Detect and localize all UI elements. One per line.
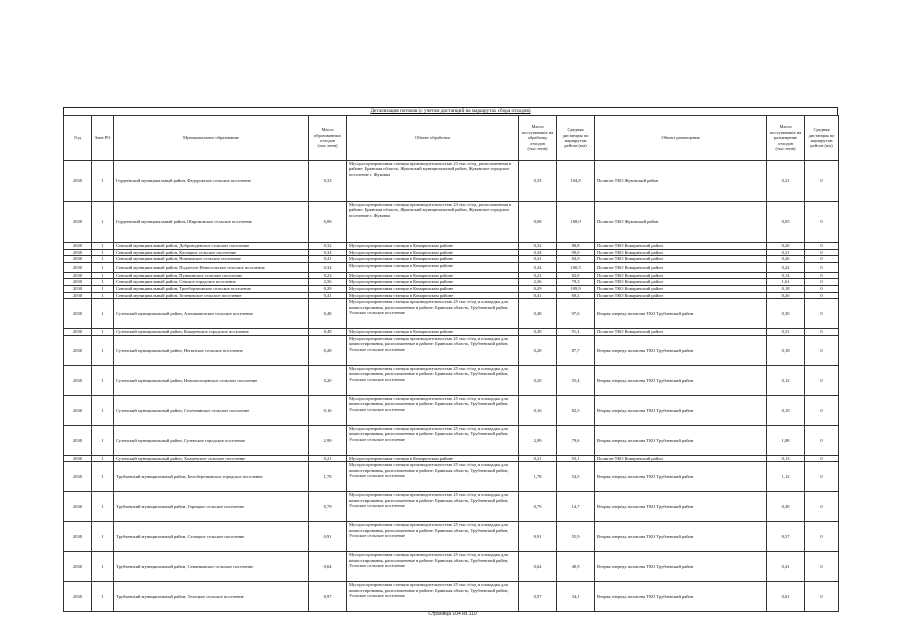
- cell-mass-placement: 0,10: [767, 395, 805, 425]
- table-caption: [63, 107, 838, 115]
- table-row: [64, 552, 839, 582]
- cell-mass-processing: 1,78: [519, 462, 557, 492]
- cell-processing-object: Мусоросортировочная станция производительностью 23 тыс.т/год, расположенная в районе: Брянская область, Жуковский муниципальный район, Жуковское городское поселение г. Жуковка: [347, 202, 519, 243]
- cell-placement-object: Полигон ТКО Жуковский район: [595, 161, 767, 202]
- cell-municipality: Суземский муниципальный район, Кокоревское городское поселение: [114, 329, 309, 336]
- cell-processing-object: Мусоросортировочная станция производительностью 25 тыс.т/год и площадка для компостирования, расположенные в районе: Брянская область, Трубчевский район, Усохское сельское поселение: [347, 462, 519, 492]
- cell-dist-placement: 0: [805, 335, 839, 365]
- cell-zone: 1: [92, 202, 114, 243]
- cell-dist-placement: 0: [805, 395, 839, 425]
- cell-dist-processing: 54,5: [557, 462, 595, 492]
- cell-year: 2030: [64, 522, 92, 552]
- cell-municipality: Трубчевский муниципальный район, Семячковское сельское поселение: [114, 552, 309, 582]
- cell-mass-generated: 0,49: [309, 329, 347, 336]
- cell-dist-placement: 0: [805, 272, 839, 279]
- cell-municipality: Трубчевский муниципальный район, Белоберезковское городское поселение: [114, 462, 309, 492]
- table-row: [64, 492, 839, 522]
- cell-dist-processing: 88,8: [557, 243, 595, 250]
- cell-mass-generated: 2,99: [309, 425, 347, 455]
- cell-year: 2030: [64, 395, 92, 425]
- table-row: [64, 582, 839, 612]
- cell-placement-object: Полигон ТКО Комаричский район: [595, 279, 767, 286]
- cell-mass-processing: 0,49: [519, 329, 557, 336]
- cell-mass-generated: 0,29: [309, 285, 347, 292]
- cell-year: 2030: [64, 329, 92, 336]
- table-row: [64, 292, 839, 299]
- cell-mass-generated: 0,16: [309, 395, 347, 425]
- cell-mass-generated: 0,33: [309, 161, 347, 202]
- cell-mass-processing: 0,32: [519, 243, 557, 250]
- cell-mass-processing: 0,16: [519, 395, 557, 425]
- table-row: [64, 202, 839, 243]
- cell-municipality: Севский муниципальный район, Косицкое сельское поселение: [114, 249, 309, 256]
- header-dist-placement: Средняя дистанция по маршрутам рейсов (км): [805, 116, 839, 161]
- header-row: [64, 116, 839, 161]
- cell-placement-object: Полигон ТКО Комаричский район: [595, 249, 767, 256]
- cell-year: 2030: [64, 279, 92, 286]
- cell-placement-object: Полигон ТКО Жуковский район: [595, 202, 767, 243]
- cell-mass-processing: 0,97: [519, 582, 557, 612]
- cell-processing-object: Мусоросортировочная станция в Комаричском районе: [347, 256, 519, 263]
- cell-processing-object: Мусоросортировочная станция производительностью 25 тыс.т/год и площадка для компостирования, расположенные в районе: Брянская область, Трубчевский район, Усохское сельское поселение: [347, 522, 519, 552]
- cell-mass-placement: 0,12: [767, 365, 805, 395]
- cell-municipality: Суземский муниципальный район, Селечнянское сельское поселение: [114, 395, 309, 425]
- page-footer: Страница 104 из 110: [428, 611, 477, 617]
- cell-dist-processing: 104,8: [557, 161, 595, 202]
- cell-dist-processing: 99,0: [557, 249, 595, 256]
- cell-mass-generated: 0,97: [309, 582, 347, 612]
- cell-placement-object: Вторая очередь полигона ТКО Трубчевский район: [595, 582, 767, 612]
- cell-processing-object: Мусоросортировочная станция производительностью 25 тыс.т/год и площадка для компостирования, расположенные в районе: Брянская область, Трубчевский район, Усохское сельское поселение: [347, 365, 519, 395]
- cell-placement-object: Полигон ТКО Комаричский район: [595, 455, 767, 462]
- cell-placement-object: Полигон ТКО Комаричский район: [595, 292, 767, 299]
- cell-mass-placement: 0,21: [767, 249, 805, 256]
- cell-year: 2030: [64, 262, 92, 272]
- document-sheet: [63, 107, 838, 612]
- cell-placement-object: Вторая очередь полигона ТКО Трубчевский район: [595, 335, 767, 365]
- cell-mass-placement: 0,14: [767, 272, 805, 279]
- cell-municipality: Трубчевский муниципальный район, Телецкое сельское поселение: [114, 582, 309, 612]
- cell-mass-generated: 0,32: [309, 243, 347, 250]
- cell-dist-placement: 0: [805, 161, 839, 202]
- table-row: [64, 455, 839, 462]
- cell-mass-placement: 1,88: [767, 425, 805, 455]
- cell-zone: 1: [92, 272, 114, 279]
- cell-zone: 1: [92, 552, 114, 582]
- cell-municipality: Трубчевский муниципальный район, Селецкое сельское поселение: [114, 522, 309, 552]
- cell-placement-object: Вторая очередь полигона ТКО Трубчевский район: [595, 552, 767, 582]
- cell-dist-placement: 0: [805, 582, 839, 612]
- cell-processing-object: Мусоросортировочная станция производительностью 23 тыс.т/год, расположенная в районе: Брянская область, Жуковский муниципальный район, Жуковское городское поселение г. Жуковка: [347, 161, 519, 202]
- cell-dist-placement: 0: [805, 285, 839, 292]
- cell-mass-placement: 0,22: [767, 262, 805, 272]
- cell-processing-object: Мусоросортировочная станция в Комаричском районе: [347, 279, 519, 286]
- header-processing-object: Объект обработки: [347, 116, 519, 161]
- cell-municipality: Севский муниципальный район, Доброводенское сельское поселение: [114, 243, 309, 250]
- cell-zone: 1: [92, 292, 114, 299]
- cell-dist-placement: 0: [805, 455, 839, 462]
- cell-dist-processing: 69,2: [557, 292, 595, 299]
- cell-zone: 1: [92, 522, 114, 552]
- cell-placement-object: Полигон ТКО Комаричский район: [595, 285, 767, 292]
- cell-year: 2030: [64, 256, 92, 263]
- header-placement-object: Объект размещения: [595, 116, 767, 161]
- cell-mass-processing: 0,34: [519, 249, 557, 256]
- cell-municipality: Суземский муниципальный район, Алешковичское сельское поселение: [114, 299, 309, 329]
- cell-processing-object: Мусоросортировочная станция в Комаричском районе: [347, 285, 519, 292]
- cell-placement-object: Вторая очередь полигона ТКО Трубчевский район: [595, 299, 767, 329]
- cell-zone: 1: [92, 365, 114, 395]
- cell-placement-object: Вторая очередь полигона ТКО Трубчевский район: [595, 395, 767, 425]
- cell-mass-generated: 0,23: [309, 272, 347, 279]
- cell-processing-object: Мусоросортировочная станция производительностью 25 тыс.т/год и площадка для компостирования, расположенные в районе: Брянская область, Трубчевский район, Усохское сельское поселение: [347, 552, 519, 582]
- cell-dist-placement: 0: [805, 329, 839, 336]
- cell-mass-placement: 0,49: [767, 492, 805, 522]
- table-row: [64, 161, 839, 202]
- cell-municipality: Севский муниципальный район, Подлесно-Новосельское сельское поселение: [114, 262, 309, 272]
- table-row: [64, 395, 839, 425]
- cell-municipality: Севский муниципальный район, Пушкинское сельское поселение: [114, 272, 309, 279]
- cell-year: 2030: [64, 582, 92, 612]
- cell-zone: 1: [92, 243, 114, 250]
- cell-mass-processing: 0,29: [519, 285, 557, 292]
- cell-mass-generated: 0,28: [309, 335, 347, 365]
- cell-dist-processing: 87,7: [557, 335, 595, 365]
- cell-mass-placement: 0,05: [767, 202, 805, 243]
- cell-year: 2030: [64, 249, 92, 256]
- cell-year: 2030: [64, 161, 92, 202]
- cell-processing-object: Мусоросортировочная станция производительностью 25 тыс.т/год и площадка для компостирования, расположенные в районе: Брянская область, Трубчевский район, Усохское сельское поселение: [347, 492, 519, 522]
- header-dist-processing: Средняя дистанция по маршрутам рейсов (км): [557, 116, 595, 161]
- cell-mass-placement: 0,26: [767, 256, 805, 263]
- cell-dist-processing: 100,5: [557, 262, 595, 272]
- table-row: [64, 249, 839, 256]
- cell-processing-object: Мусоросортировочная станция в Комаричском районе: [347, 243, 519, 250]
- table-body: [64, 161, 839, 612]
- cell-mass-placement: 1,12: [767, 462, 805, 492]
- cell-processing-object: Мусоросортировочная станция производительностью 25 тыс.т/год и площадка для компостирования, расположенные в районе: Брянская область, Трубчевский район, Усохское сельское поселение: [347, 425, 519, 455]
- cell-zone: 1: [92, 285, 114, 292]
- cell-mass-generated: 0,41: [309, 256, 347, 263]
- cell-municipality: Суземский муниципальный район, Негинское сельское поселение: [114, 335, 309, 365]
- cell-processing-object: Мусоросортировочная станция производительностью 25 тыс.т/год и площадка для компостирования, расположенные в районе: Брянская область, Трубчевский район, Усохское сельское поселение: [347, 582, 519, 612]
- table-row: [64, 329, 839, 336]
- cell-mass-placement: 0,20: [767, 243, 805, 250]
- cell-dist-placement: 0: [805, 462, 839, 492]
- cell-mass-placement: 1,61: [767, 279, 805, 286]
- table-row: [64, 256, 839, 263]
- cell-mass-processing: 0,28: [519, 335, 557, 365]
- cell-dist-placement: 0: [805, 292, 839, 299]
- cell-dist-placement: 0: [805, 552, 839, 582]
- header-mass-processing: Масса поступивших на обработку отходов (тыс.тонн): [519, 116, 557, 161]
- cell-mass-processing: 0,08: [519, 202, 557, 243]
- cell-zone: 1: [92, 425, 114, 455]
- waste-flow-table: [63, 115, 839, 612]
- cell-mass-generated: 0,20: [309, 365, 347, 395]
- cell-dist-placement: 0: [805, 425, 839, 455]
- cell-mass-placement: 0,18: [767, 335, 805, 365]
- cell-zone: 1: [92, 329, 114, 336]
- cell-year: 2030: [64, 335, 92, 365]
- cell-placement-object: Вторая очередь полигона ТКО Трубчевский район: [595, 462, 767, 492]
- caption-text: Детализация потоков (с учетом дистанций на маршрутах сбора отходов): [370, 108, 531, 114]
- cell-dist-processing: 55,4: [557, 365, 595, 395]
- table-row: [64, 285, 839, 292]
- cell-mass-placement: 0,61: [767, 582, 805, 612]
- cell-dist-placement: 0: [805, 279, 839, 286]
- cell-dist-placement: 0: [805, 202, 839, 243]
- header-mass-placement: Масса поступивших на размещение отходов (тыс.тонн): [767, 116, 805, 161]
- cell-dist-processing: 84,9: [557, 256, 595, 263]
- cell-placement-object: Полигон ТКО Комаричский район: [595, 329, 767, 336]
- cell-dist-placement: 0: [805, 492, 839, 522]
- cell-municipality: Трубчевский муниципальный район, Горицкое сельское поселение: [114, 492, 309, 522]
- cell-dist-processing: 82,5: [557, 395, 595, 425]
- cell-mass-processing: 0,41: [519, 292, 557, 299]
- cell-dist-placement: 0: [805, 249, 839, 256]
- cell-mass-placement: 0,31: [767, 329, 805, 336]
- cell-dist-processing: 79,3: [557, 279, 595, 286]
- cell-mass-placement: 0,26: [767, 292, 805, 299]
- cell-mass-processing: 0,41: [519, 256, 557, 263]
- table-row: [64, 522, 839, 552]
- table-row: [64, 462, 839, 492]
- cell-dist-processing: 14,7: [557, 492, 595, 522]
- cell-mass-processing: 0,64: [519, 552, 557, 582]
- cell-mass-generated: 0,41: [309, 292, 347, 299]
- table-row: [64, 243, 839, 250]
- cell-processing-object: Мусоросортировочная станция в Комаричском районе: [347, 292, 519, 299]
- cell-mass-generated: 0,64: [309, 552, 347, 582]
- cell-dist-processing: 93,1: [557, 455, 595, 462]
- cell-placement-object: Вторая очередь полигона ТКО Трубчевский район: [595, 522, 767, 552]
- cell-mass-generated: 0,34: [309, 249, 347, 256]
- cell-zone: 1: [92, 256, 114, 263]
- cell-mass-generated: 1,78: [309, 462, 347, 492]
- table-row: [64, 272, 839, 279]
- cell-mass-generated: 2,56: [309, 279, 347, 286]
- cell-zone: 1: [92, 582, 114, 612]
- cell-municipality: Суземский муниципальный район, Холмечское сельское поселение: [114, 455, 309, 462]
- cell-year: 2030: [64, 455, 92, 462]
- cell-dist-placement: 0: [805, 522, 839, 552]
- cell-mass-processing: 0,33: [519, 161, 557, 202]
- cell-placement-object: Полигон ТКО Комаричский район: [595, 243, 767, 250]
- cell-mass-processing: 0,34: [519, 262, 557, 272]
- cell-placement-object: Полигон ТКО Комаричский район: [595, 272, 767, 279]
- cell-year: 2030: [64, 285, 92, 292]
- cell-year: 2030: [64, 299, 92, 329]
- table-row: [64, 262, 839, 272]
- cell-mass-placement: 0,21: [767, 161, 805, 202]
- cell-mass-processing: 0,20: [519, 365, 557, 395]
- cell-year: 2030: [64, 462, 92, 492]
- cell-processing-object: Мусоросортировочная станция производительностью 25 тыс.т/год и площадка для компостирования, расположенные в районе: Брянская область, Трубчевский район, Усохское сельское поселение: [347, 299, 519, 329]
- cell-dist-processing: 108,0: [557, 202, 595, 243]
- cell-mass-generated: 0,48: [309, 299, 347, 329]
- cell-zone: 1: [92, 249, 114, 256]
- cell-dist-processing: 109,9: [557, 285, 595, 292]
- cell-year: 2030: [64, 243, 92, 250]
- cell-dist-placement: 0: [805, 262, 839, 272]
- cell-year: 2030: [64, 552, 92, 582]
- cell-zone: 1: [92, 299, 114, 329]
- cell-zone: 1: [92, 492, 114, 522]
- cell-mass-generated: 0,08: [309, 202, 347, 243]
- cell-dist-placement: 0: [805, 365, 839, 395]
- cell-zone: 1: [92, 279, 114, 286]
- cell-zone: 1: [92, 462, 114, 492]
- cell-processing-object: Мусоросортировочная станция производительностью 25 тыс.т/год и площадка для компостирования, расположенные в районе: Брянская область, Трубчевский район, Усохское сельское поселение: [347, 395, 519, 425]
- cell-dist-placement: 0: [805, 256, 839, 263]
- header-municipality: Муниципальное образование: [114, 116, 309, 161]
- cell-processing-object: Мусоросортировочная станция в Комаричском районе: [347, 249, 519, 256]
- cell-zone: 1: [92, 395, 114, 425]
- cell-placement-object: Вторая очередь полигона ТКО Трубчевский район: [595, 365, 767, 395]
- cell-processing-object: Мусоросортировочная станция производительностью 25 тыс.т/год и площадка для компостирования, расположенные в районе: Брянская область, Трубчевский район, Усохское сельское поселение: [347, 335, 519, 365]
- cell-mass-processing: 2,99: [519, 425, 557, 455]
- cell-year: 2030: [64, 425, 92, 455]
- cell-mass-generated: 0,34: [309, 262, 347, 272]
- cell-dist-processing: 79,6: [557, 425, 595, 455]
- cell-dist-placement: 0: [805, 299, 839, 329]
- cell-placement-object: Вторая очередь полигона ТКО Трубчевский район: [595, 492, 767, 522]
- cell-mass-placement: 0,18: [767, 285, 805, 292]
- cell-municipality: Севский муниципальный район, Зеленовское сельское поселение: [114, 292, 309, 299]
- cell-zone: 1: [92, 161, 114, 202]
- table-row: [64, 365, 839, 395]
- cell-dist-processing: 91,4: [557, 329, 595, 336]
- cell-mass-processing: 0,48: [519, 299, 557, 329]
- cell-mass-processing: 2,56: [519, 279, 557, 286]
- cell-mass-placement: 0,30: [767, 299, 805, 329]
- cell-mass-processing: 0,79: [519, 492, 557, 522]
- header-mass-generated: Масса образованных отходов (тыс.тонн): [309, 116, 347, 161]
- cell-mass-placement: 0,41: [767, 552, 805, 582]
- cell-municipality: Гордеевский муниципальный район, Федоровское сельское поселение: [114, 161, 309, 202]
- cell-placement-object: Вторая очередь полигона ТКО Трубчевский район: [595, 425, 767, 455]
- cell-mass-processing: 0,23: [519, 272, 557, 279]
- table-row: [64, 425, 839, 455]
- cell-year: 2030: [64, 365, 92, 395]
- cell-year: 2030: [64, 292, 92, 299]
- cell-municipality: Гордеевский муниципальный район, Широковское сельское поселение: [114, 202, 309, 243]
- cell-municipality: Суземский муниципальный район, Суземское городское поселение: [114, 425, 309, 455]
- cell-mass-placement: 0,13: [767, 455, 805, 462]
- cell-dist-processing: 55,9: [557, 522, 595, 552]
- cell-mass-generated: 0,21: [309, 455, 347, 462]
- cell-zone: 1: [92, 262, 114, 272]
- table-row: [64, 299, 839, 329]
- cell-placement-object: Полигон ТКО Комаричский район: [595, 256, 767, 263]
- cell-dist-processing: 82,0: [557, 272, 595, 279]
- cell-mass-processing: 0,21: [519, 455, 557, 462]
- cell-municipality: Севский муниципальный район, Севское городское поселение: [114, 279, 309, 286]
- cell-municipality: Суземский муниципальный район, Новопогощенское сельское поселение: [114, 365, 309, 395]
- cell-processing-object: Мусоросортировочная станция в Комаричском районе: [347, 455, 519, 462]
- cell-zone: 1: [92, 455, 114, 462]
- cell-dist-processing: 40,9: [557, 552, 595, 582]
- cell-mass-processing: 0,91: [519, 522, 557, 552]
- cell-dist-processing: 34,1: [557, 582, 595, 612]
- header-year: Год: [64, 116, 92, 161]
- table-row: [64, 279, 839, 286]
- cell-dist-processing: 97,6: [557, 299, 595, 329]
- header-zone: Зона РО: [92, 116, 114, 161]
- cell-year: 2030: [64, 492, 92, 522]
- cell-placement-object: Полигон ТКО Комаричский район: [595, 262, 767, 272]
- cell-processing-object: Мусоросортировочная станция в Комаричском районе: [347, 329, 519, 336]
- cell-mass-placement: 0,57: [767, 522, 805, 552]
- cell-year: 2030: [64, 272, 92, 279]
- table-row: [64, 335, 839, 365]
- cell-year: 2030: [64, 202, 92, 243]
- cell-processing-object: Мусоросортировочная станция в Комаричском районе: [347, 272, 519, 279]
- cell-municipality: Севский муниципальный район, Троебортновское сельское поселение: [114, 285, 309, 292]
- cell-municipality: Севский муниципальный район, Новоямское сельское поселение: [114, 256, 309, 263]
- cell-mass-generated: 0,79: [309, 492, 347, 522]
- cell-mass-generated: 0,91: [309, 522, 347, 552]
- cell-dist-placement: 0: [805, 243, 839, 250]
- cell-zone: 1: [92, 335, 114, 365]
- cell-processing-object: Мусоросортировочная станция в Комаричском районе: [347, 262, 519, 272]
